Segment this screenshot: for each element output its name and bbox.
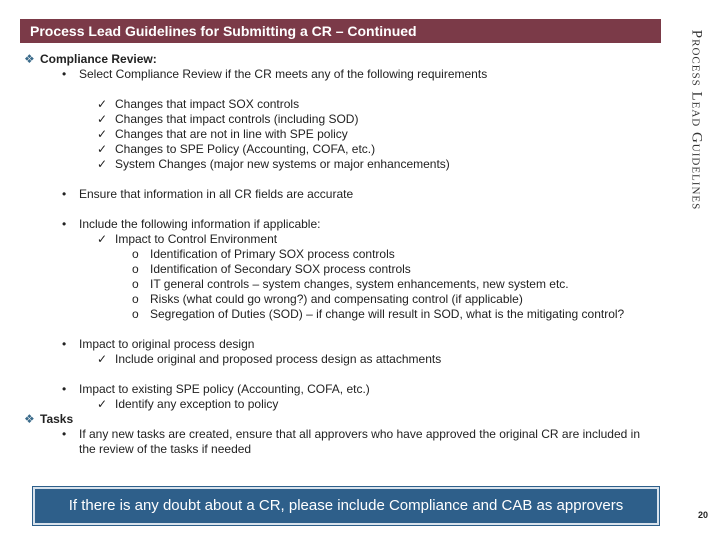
side-title: Process Lead Guidelines bbox=[688, 29, 705, 211]
control-text: IT general controls – system changes, system enhancements, new system etc. bbox=[150, 277, 569, 291]
page-number: 20 bbox=[698, 510, 709, 520]
tasks-row-cont bbox=[79, 442, 251, 457]
check-text: Changes to SPE Policy (Accounting, COFA, etc.) bbox=[115, 142, 376, 156]
check-icon: ✓ bbox=[97, 352, 108, 366]
impact-policy-text: Impact to existing SPE policy (Accounting, COFA, etc.) bbox=[79, 382, 370, 396]
check-icon: ✓ bbox=[97, 397, 108, 411]
check-icon: ✓ bbox=[97, 157, 108, 171]
policy-item-text: Identify any exception to policy bbox=[115, 397, 279, 411]
diamond-bullet-icon: ❖ bbox=[24, 52, 35, 66]
tasks-line-1: If any new tasks are created, ensure that all approvers who have approved the original CR are included in bbox=[79, 427, 640, 441]
tasks-line-2: the review of the tasks if needed bbox=[79, 442, 252, 456]
control-text: Risks (what could go wrong?) and compensating control (if applicable) bbox=[150, 292, 523, 306]
callout-box bbox=[33, 487, 659, 525]
side-bar bbox=[672, 0, 720, 540]
impact-control-text: Impact to Control Environment bbox=[115, 232, 278, 246]
bullet-icon: • bbox=[62, 67, 67, 81]
tasks-heading: Tasks bbox=[40, 412, 74, 426]
compliance-intro: Select Compliance Review if the CR meets any of the following requirements bbox=[79, 67, 488, 81]
check-icon: ✓ bbox=[97, 232, 108, 246]
control-text: Segregation of Duties (SOD) – if change will result in SOD, what is the mitigating control? bbox=[150, 307, 625, 321]
bullet-icon: • bbox=[62, 382, 67, 396]
process-item-text: Include original and proposed process design as attachments bbox=[115, 352, 442, 366]
circle-bullet-icon: o bbox=[132, 292, 139, 306]
bullet-icon: • bbox=[62, 337, 67, 351]
ensure-text: Ensure that information in all CR fields are accurate bbox=[79, 187, 354, 201]
callout-text: If there is any doubt about a CR, please include Compliance and CAB as approvers bbox=[68, 497, 624, 514]
bullet-icon: • bbox=[62, 217, 67, 231]
control-text: Identification of Secondary SOX process controls bbox=[150, 262, 411, 276]
check-icon: ✓ bbox=[97, 112, 108, 126]
bullet-icon: • bbox=[62, 427, 67, 441]
slide-title: Process Lead Guidelines for Submitting a CR – Continued bbox=[30, 23, 417, 39]
circle-bullet-icon: o bbox=[132, 262, 139, 276]
bullet-icon: • bbox=[62, 187, 67, 201]
control-text: Identification of Primary SOX process controls bbox=[150, 247, 395, 261]
circle-bullet-icon: o bbox=[132, 247, 139, 261]
compliance-heading: Compliance Review: bbox=[40, 52, 157, 66]
title-bar bbox=[20, 19, 661, 43]
include-text: Include the following information if applicable: bbox=[79, 217, 321, 231]
impact-process-text: Impact to original process design bbox=[79, 337, 255, 351]
diamond-bullet-icon: ❖ bbox=[24, 412, 35, 426]
check-text: System Changes (major new systems or major enhancements) bbox=[115, 157, 450, 171]
check-text: Changes that impact controls (including SOD) bbox=[115, 112, 359, 126]
circle-bullet-icon: o bbox=[132, 307, 139, 321]
check-icon: ✓ bbox=[97, 142, 108, 156]
check-text: Changes that impact SOX controls bbox=[115, 97, 300, 111]
check-icon: ✓ bbox=[97, 127, 108, 141]
check-text: Changes that are not in line with SPE policy bbox=[115, 127, 348, 141]
circle-bullet-icon: o bbox=[132, 277, 139, 291]
check-icon: ✓ bbox=[97, 97, 108, 111]
